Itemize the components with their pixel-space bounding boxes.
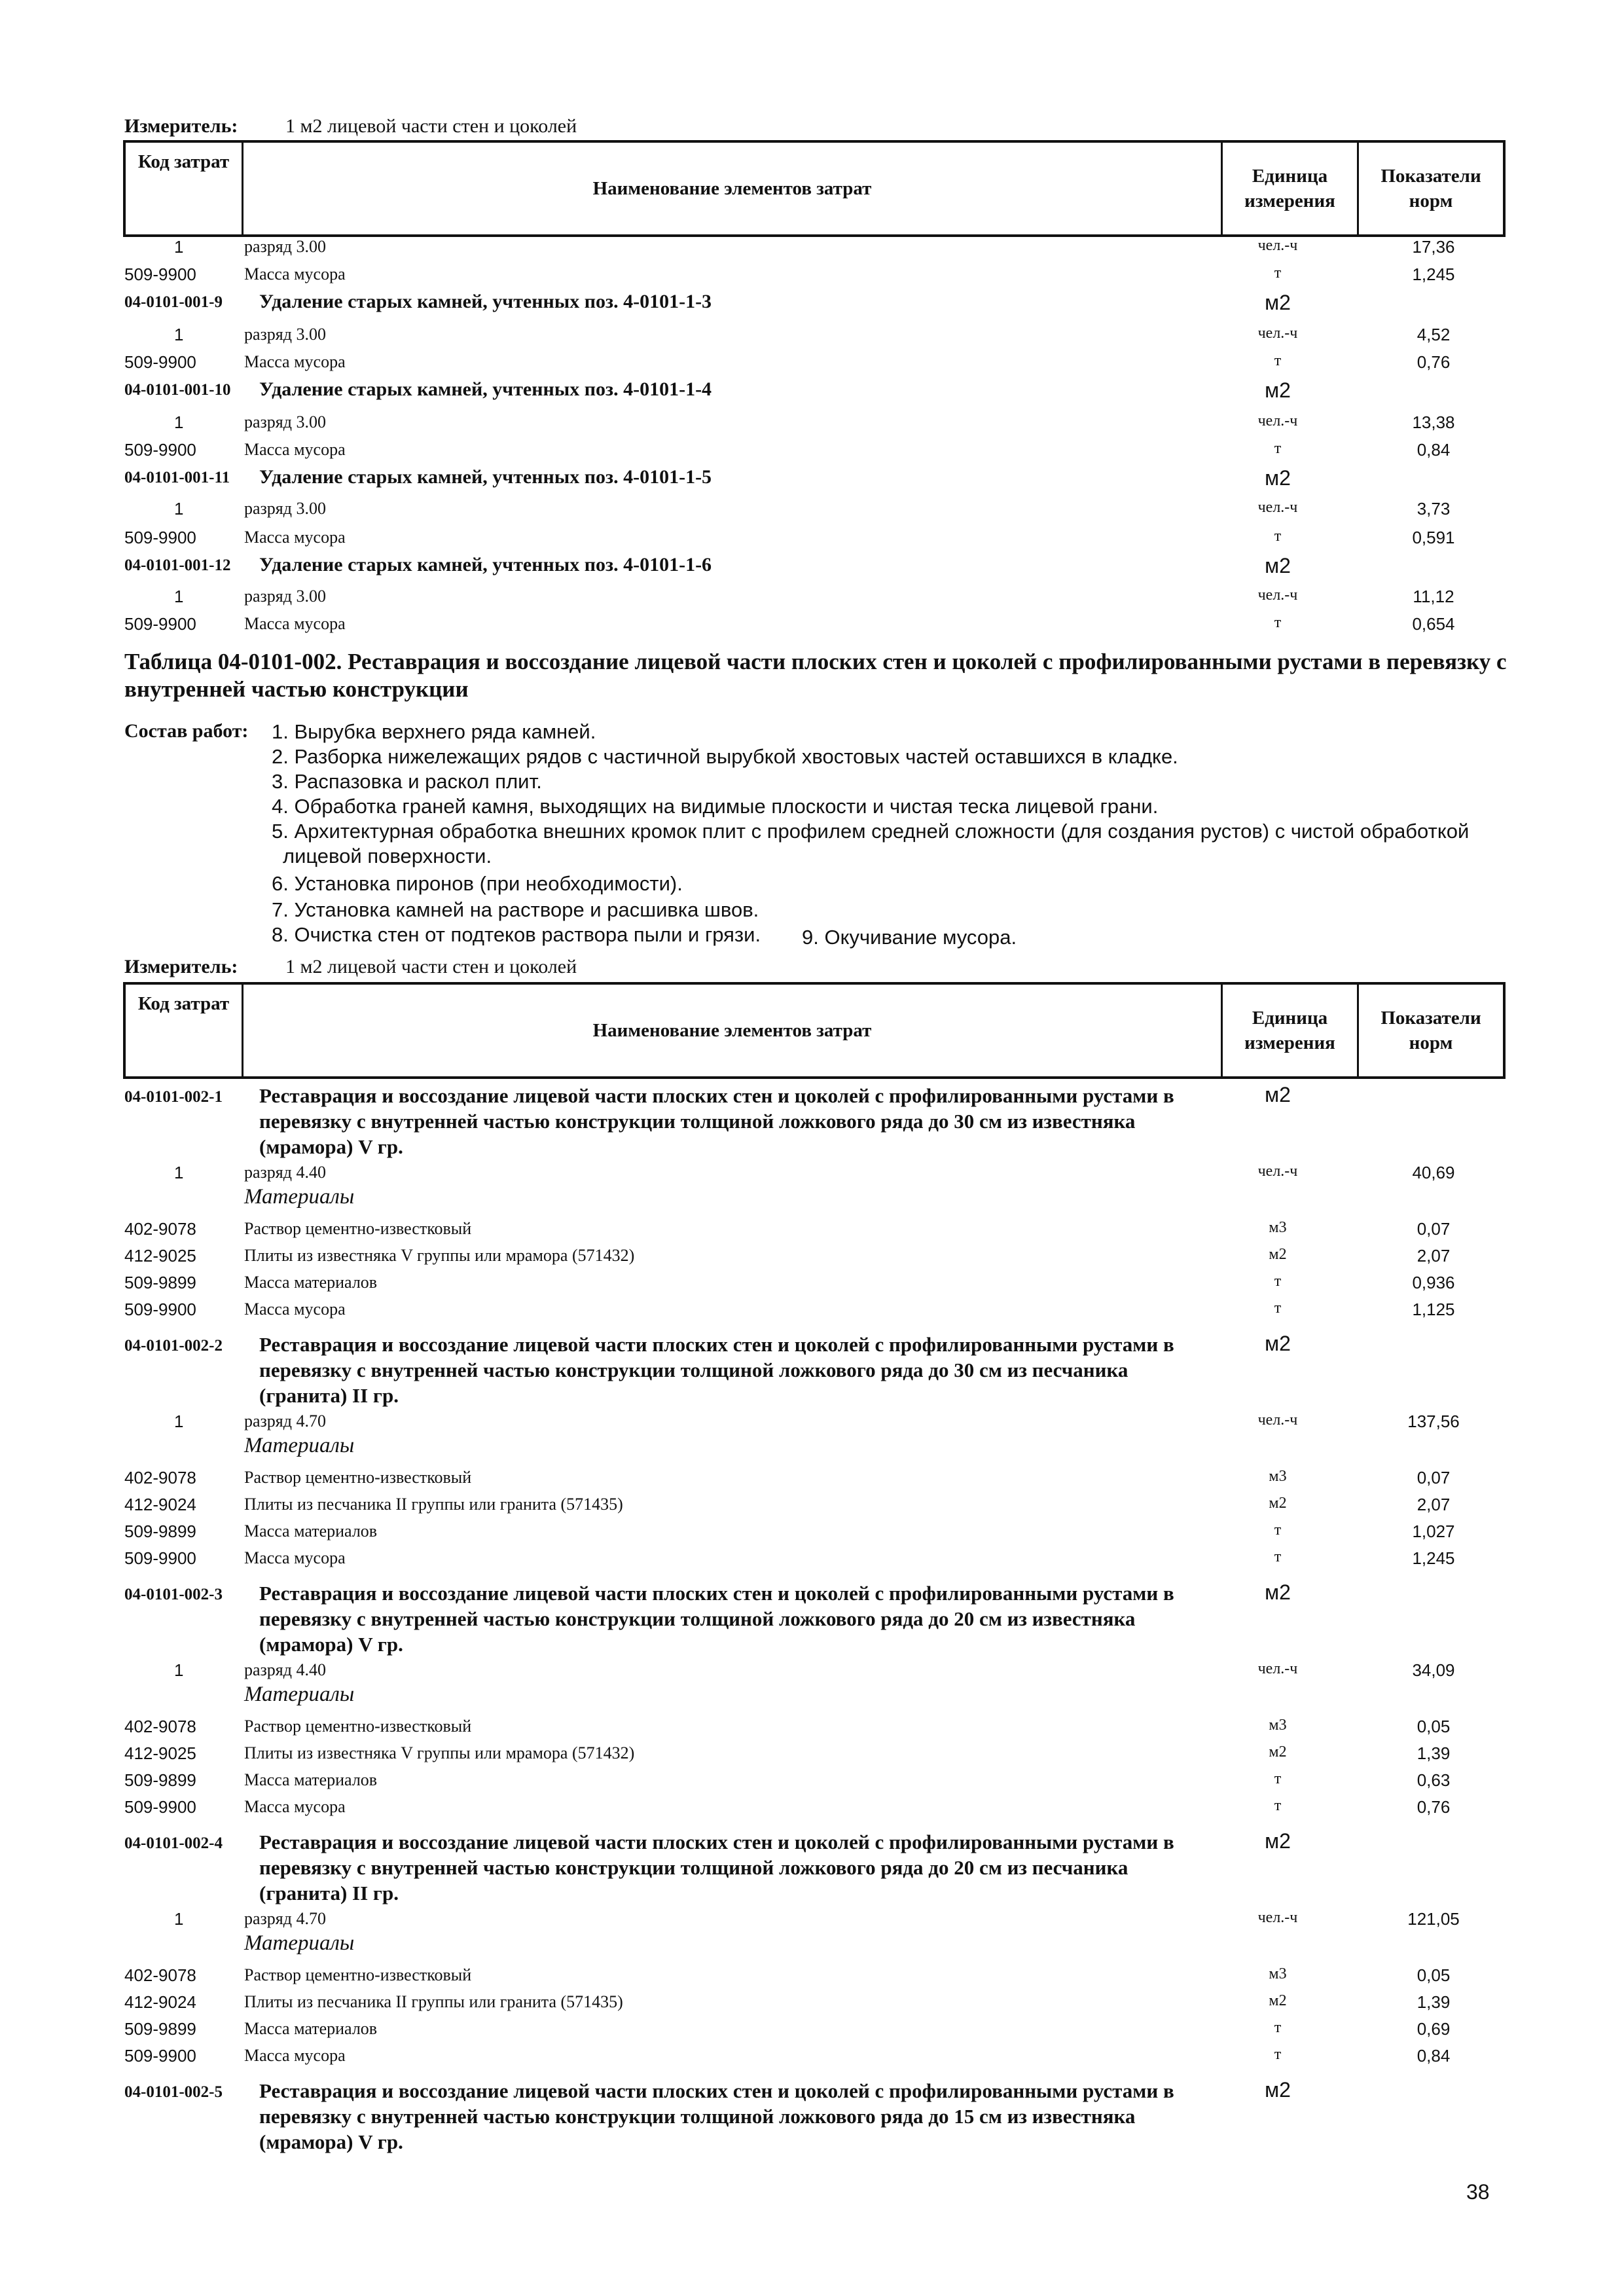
material-value: 0,63 — [1416, 1770, 1451, 1790]
row-value: 3,73 — [1416, 499, 1451, 519]
header-norm-line1: Показатели — [1380, 1008, 1481, 1029]
header-norm-line1: Показатели — [1380, 166, 1481, 187]
material-name: Раствор цементно-известковый — [244, 1717, 472, 1736]
material-code: 509-9899 — [124, 1273, 196, 1292]
material-value: 1,245 — [1412, 1548, 1455, 1568]
work-item: 6. Установка пиронов (при необходимости). — [272, 872, 683, 895]
entry-code: 04-0101-002-4 — [124, 1834, 223, 1852]
entry-title: Реставрация и воссоздание лицевой части плоских стен и цоколей с профилированными рустами в перевязку с внутренней частью конструкции толщиной ложкового ряда до 15 см из известняка (мрамора) V гр. — [259, 2079, 1174, 2153]
labor-code: 1 — [174, 1412, 184, 1431]
measure-label-1: Измеритель: — [124, 115, 238, 137]
row-name: Удаление старых камней, учтенных поз. 4-0101-1-3 — [259, 291, 712, 312]
material-unit: т — [1274, 1548, 1282, 1565]
row-name: разряд 3.00 — [244, 499, 326, 518]
table-header-1 — [123, 140, 1506, 237]
material-name: Плиты из известняка V группы или мрамора (571432) — [244, 1246, 635, 1265]
entry-unit: м2 — [1265, 1083, 1291, 1106]
material-name: Масса материалов — [244, 1770, 378, 1789]
row-code: 1 — [174, 499, 184, 519]
measure-label-2: Измеритель: — [124, 956, 238, 977]
row-name: Масса мусора — [244, 528, 346, 547]
material-value: 1,027 — [1412, 1522, 1455, 1541]
row-unit: чел.-ч — [1257, 412, 1298, 429]
material-unit: т — [1274, 1522, 1282, 1539]
row-code: 1 — [174, 587, 184, 606]
row-name: Масса мусора — [244, 440, 346, 459]
labor-code: 1 — [174, 1909, 184, 1929]
material-name: Плиты из песчаника II группы или гранита (571435) — [244, 1495, 623, 1514]
material-unit: м3 — [1269, 1965, 1287, 1982]
labor-unit: чел.-ч — [1257, 1660, 1298, 1677]
labor-code: 1 — [174, 1660, 184, 1680]
entry-title: Реставрация и воссоздание лицевой части плоских стен и цоколей с профилированными рустами в перевязку с внутренней частью конструкции толщиной ложкового ряда до 30 см из известняка (мрамора) V гр. — [259, 1084, 1174, 1158]
row-name: разряд 3.00 — [244, 412, 326, 431]
materials-label: Материалы — [244, 1185, 355, 1209]
labor-unit: чел.-ч — [1257, 1163, 1298, 1180]
material-value: 0,76 — [1416, 1797, 1451, 1817]
material-value: 0,936 — [1412, 1273, 1455, 1292]
material-value: 1,125 — [1412, 1300, 1455, 1319]
material-unit: т — [1274, 1300, 1282, 1317]
material-code: 509-9900 — [124, 2046, 196, 2066]
material-unit: м3 — [1269, 1468, 1287, 1485]
entry-unit: м2 — [1265, 1580, 1291, 1604]
row-unit: т — [1274, 440, 1282, 457]
header-name: Наименование элементов затрат — [244, 143, 1223, 234]
row-code: 04-0101-001-9 — [124, 293, 223, 311]
entry-title: Реставрация и воссоздание лицевой части плоских стен и цоколей с профилированными рустами в перевязку с внутренней частью конструкции толщиной ложкового ряда до 30 см из песчаника (гранита) II гр. — [259, 1333, 1174, 1407]
labor-value: 137,56 — [1407, 1412, 1460, 1431]
labor-unit: чел.-ч — [1257, 1412, 1298, 1429]
header-code: Код затрат — [126, 985, 244, 1076]
labor-code: 1 — [174, 1163, 184, 1182]
material-value: 0,07 — [1416, 1219, 1451, 1239]
row-code: 509-9900 — [124, 528, 196, 547]
material-value: 0,07 — [1416, 1468, 1451, 1487]
entry-code: 04-0101-002-5 — [124, 2083, 223, 2101]
row-unit: т — [1274, 264, 1282, 282]
header-code: Код затрат — [126, 143, 244, 234]
material-code: 509-9899 — [124, 2019, 196, 2039]
row-code: 1 — [174, 325, 184, 344]
row-name: разряд 3.00 — [244, 325, 326, 344]
row-code: 04-0101-001-12 — [124, 556, 231, 574]
row-code: 509-9900 — [124, 614, 196, 634]
material-name: Плиты из песчаника II группы или гранита (571435) — [244, 1992, 623, 2011]
material-value: 2,07 — [1416, 1246, 1451, 1266]
labor-value: 34,09 — [1412, 1660, 1455, 1680]
row-code: 04-0101-001-10 — [124, 381, 231, 399]
materials-label: Материалы — [244, 1683, 355, 1706]
row-value: 0,76 — [1416, 352, 1451, 372]
labor-value: 40,69 — [1412, 1163, 1455, 1182]
measure-value-2: 1 м2 лицевой части стен и цоколей — [285, 956, 577, 977]
row-name: Масса мусора — [244, 614, 346, 633]
material-code: 509-9900 — [124, 1300, 196, 1319]
material-value: 1,39 — [1416, 1743, 1451, 1763]
material-name: Раствор цементно-известковый — [244, 1219, 472, 1238]
row-unit: т — [1274, 614, 1282, 631]
table-header-2 — [123, 982, 1506, 1079]
material-name: Масса мусора — [244, 1548, 346, 1567]
row-unit: м2 — [1265, 554, 1291, 577]
work-item: 8. Очистка стен от подтеков раствора пыли и грязи. — [272, 923, 761, 946]
material-code: 509-9900 — [124, 1797, 196, 1817]
material-value: 2,07 — [1416, 1495, 1451, 1514]
row-name: разряд 3.00 — [244, 237, 326, 256]
row-unit: т — [1274, 352, 1282, 369]
header-norm — [1359, 143, 1503, 234]
measure-value-1: 1 м2 лицевой части стен и цоколей — [285, 115, 577, 137]
material-code: 402-9078 — [124, 1965, 196, 1985]
material-name: Масса материалов — [244, 1522, 378, 1540]
material-code: 412-9024 — [124, 1495, 196, 1514]
row-name: Удаление старых камней, учтенных поз. 4-0101-1-6 — [259, 554, 712, 575]
row-code: 509-9900 — [124, 352, 196, 372]
material-name: Масса материалов — [244, 1273, 378, 1292]
header-unit — [1223, 985, 1359, 1076]
material-unit: м3 — [1269, 1717, 1287, 1734]
row-unit: м2 — [1265, 378, 1291, 402]
work-item: лицевой поверхности. — [283, 845, 492, 867]
labor-name: разряд 4.40 — [244, 1660, 326, 1679]
material-unit: т — [1274, 1770, 1282, 1787]
material-code: 509-9899 — [124, 1522, 196, 1541]
row-unit: м2 — [1265, 466, 1291, 490]
material-unit: м2 — [1269, 1992, 1287, 2009]
material-unit: м2 — [1269, 1246, 1287, 1263]
row-code: 509-9900 — [124, 440, 196, 460]
material-value: 0,05 — [1416, 1717, 1451, 1736]
material-value: 0,05 — [1416, 1965, 1451, 1985]
material-unit: т — [1274, 2019, 1282, 2036]
work-item: 7. Установка камней на растворе и расшивка швов. — [272, 898, 759, 921]
entry-unit: м2 — [1265, 1332, 1291, 1355]
work-item: 5. Архитектурная обработка внешних кромок плит с профилем средней сложности (для создания рустов) с чистой обработкой — [272, 820, 1470, 843]
entry-unit: м2 — [1265, 2078, 1291, 2102]
row-value: 11,12 — [1413, 587, 1454, 606]
material-name: Плиты из известняка V группы или мрамора (571432) — [244, 1743, 635, 1762]
entry-code: 04-0101-002-2 — [124, 1337, 223, 1355]
row-value: 4,52 — [1416, 325, 1451, 344]
material-name: Масса материалов — [244, 2019, 378, 2038]
row-name: разряд 3.00 — [244, 587, 326, 606]
header-norm — [1359, 985, 1503, 1076]
table-title: Таблица 04-0101-002. Реставрация и воссоздание лицевой части плоских стен и цоколей с профилированными рустами в перевязку с внутренней частью конструкции — [124, 649, 1507, 702]
entry-code: 04-0101-002-3 — [124, 1586, 223, 1603]
material-code: 412-9025 — [124, 1246, 196, 1266]
material-unit: м2 — [1269, 1495, 1287, 1512]
material-code: 402-9078 — [124, 1219, 196, 1239]
material-value: 1,39 — [1416, 1992, 1451, 2012]
labor-unit: чел.-ч — [1257, 1909, 1298, 1926]
material-name: Масса мусора — [244, 1300, 346, 1319]
row-name: Удаление старых камней, учтенных поз. 4-0101-1-5 — [259, 466, 712, 488]
material-code: 402-9078 — [124, 1468, 196, 1487]
material-code: 509-9900 — [124, 1548, 196, 1568]
materials-label: Материалы — [244, 1434, 355, 1457]
row-code: 04-0101-001-11 — [124, 469, 230, 486]
row-code: 1 — [174, 237, 184, 257]
materials-label: Материалы — [244, 1931, 355, 1955]
page-number: 38 — [1466, 2180, 1490, 2204]
row-value: 13,38 — [1412, 412, 1455, 432]
row-value: 0,84 — [1416, 440, 1451, 460]
row-name: Масса мусора — [244, 352, 346, 371]
material-unit: м2 — [1269, 1743, 1287, 1760]
entry-code: 04-0101-002-1 — [124, 1088, 223, 1106]
work-item: 4. Обработка граней камня, выходящих на видимые плоскости и чистая теска лицевой грани. — [272, 795, 1159, 818]
row-value: 0,654 — [1412, 614, 1455, 634]
header-unit — [1223, 143, 1359, 234]
work-item: 2. Разборка нижележащих рядов с частичной вырубкой хвостовых частей оставшихся в кладке. — [272, 745, 1178, 768]
material-code: 412-9024 — [124, 1992, 196, 2012]
row-code: 1 — [174, 412, 184, 432]
header-norm-line2: норм — [1409, 191, 1453, 211]
material-value: 0,84 — [1416, 2046, 1451, 2066]
labor-name: разряд 4.70 — [244, 1412, 326, 1430]
row-name: Удаление старых камней, учтенных поз. 4-0101-1-4 — [259, 378, 712, 400]
row-unit: чел.-ч — [1257, 499, 1298, 516]
row-unit: м2 — [1265, 291, 1291, 314]
row-name: Масса мусора — [244, 264, 346, 283]
material-unit: т — [1274, 2046, 1282, 2063]
material-code: 509-9899 — [124, 1770, 196, 1790]
work-item: 1. Вырубка верхнего ряда камней. — [272, 720, 596, 743]
entry-title: Реставрация и воссоздание лицевой части плоских стен и цоколей с профилированными рустами в перевязку с внутренней частью конструкции толщиной ложкового ряда до 20 см из известняка (мрамора) V гр. — [259, 1582, 1174, 1656]
material-unit: т — [1274, 1273, 1282, 1290]
material-name: Масса мусора — [244, 1797, 346, 1816]
header-unit-line2: измерения — [1244, 1032, 1335, 1053]
row-code: 509-9900 — [124, 264, 196, 284]
header-unit-line2: измерения — [1244, 191, 1335, 211]
material-code: 402-9078 — [124, 1717, 196, 1736]
row-value: 17,36 — [1412, 237, 1455, 257]
material-name: Раствор цементно-известковый — [244, 1965, 472, 1984]
labor-name: разряд 4.70 — [244, 1909, 326, 1928]
header-name: Наименование элементов затрат — [244, 985, 1223, 1076]
material-name: Масса мусора — [244, 2046, 346, 2065]
work-item: 3. Распазовка и раскол плит. — [272, 770, 542, 793]
work-item: 9. Окучивание мусора. — [802, 926, 1017, 949]
row-unit: чел.-ч — [1257, 587, 1298, 604]
header-unit-line1: Единица — [1252, 166, 1328, 187]
material-code: 412-9025 — [124, 1743, 196, 1763]
material-name: Раствор цементно-известковый — [244, 1468, 472, 1487]
row-value: 0,591 — [1412, 528, 1455, 547]
material-unit: т — [1274, 1797, 1282, 1814]
entry-title: Реставрация и воссоздание лицевой части плоских стен и цоколей с профилированными рустами в перевязку с внутренней частью конструкции толщиной ложкового ряда до 20 см из песчаника (гранита) II гр. — [259, 1831, 1174, 1904]
row-unit: чел.-ч — [1257, 325, 1298, 342]
labor-value: 121,05 — [1407, 1909, 1460, 1929]
material-unit: м3 — [1269, 1219, 1287, 1236]
row-value: 1,245 — [1412, 264, 1455, 284]
row-unit: т — [1274, 528, 1282, 545]
entry-unit: м2 — [1265, 1829, 1291, 1853]
works-label: Состав работ: — [124, 720, 249, 742]
labor-name: разряд 4.40 — [244, 1163, 326, 1182]
row-unit: чел.-ч — [1257, 237, 1298, 254]
header-norm-line2: норм — [1409, 1032, 1453, 1053]
header-unit-line1: Единица — [1252, 1008, 1328, 1029]
material-value: 0,69 — [1416, 2019, 1451, 2039]
